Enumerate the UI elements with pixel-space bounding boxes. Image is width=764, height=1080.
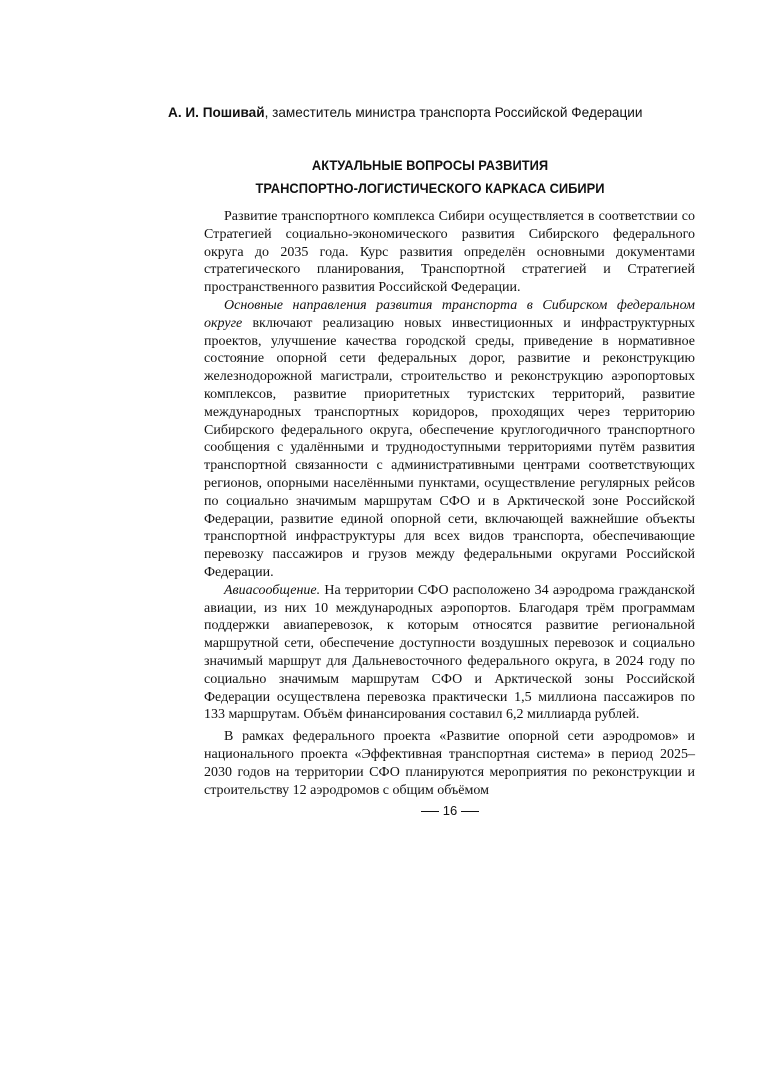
page-number-value: 16 [442,803,458,818]
paragraph-3-text: На территории СФО расположено 34 аэродрома гражданской авиации, из них 10 международных аэропортов. Благодаря трём программам поддержки авиаперевозок, к которым относятся развитие региональной маршрутной сети, обеспечение доступности воздушных перевозок и социально значимый маршрут для Дальневосточного федерального округа, в 2024 году по социально значимым маршрутам СФО и Арктической зоны Российской Федерации осуществлена перевозка практически 1,5 миллиона пассажиров по 133 маршрутам. Объём финансирования составил 6,2 миллиарда рублей. [204,582,695,723]
paragraph-2 [204,297,695,582]
article-body [204,208,695,799]
article-title-line-2: ТРАНСПОРТНО-ЛОГИСТИЧЕСКОГО КАРКАСА СИБИРИ [255,180,605,196]
page-number-right-dash [461,811,479,812]
paragraph-2-text: включают реализацию новых инвестиционных и инфраструктурных проектов, улучшение качества городской среды, приведение в нормативное состояние опорной сети федеральных дорог, развитие и реконструкцию железнодорожной магистрали, строительство и реконструкцию аэропортовых комплексов, развитие приоритетных туристских территорий, развитие международных транспортных коридоров, проходящих через территорию Сибирского федерального округа, обеспечение круглогодичного транспортного сообщения с удалёнными и труднодоступными территориями путём развития транспортной связанности с административными центрами соответствующих регионов, опорными населёнными пунктами, осуществление регулярных рейсов по социально значимым маршрутам СФО и в Арктической зоне Российской Федерации, развитие единой опорной сети, включающей важнейшие объекты транспортной инфраструктуры для всех видов транспорта, обеспечивающие перевозку пассажиров и грузов между федеральными округами Российской Федерации. [204,315,695,580]
author-position: , заместитель министра транспорта Российской Федерации [264,105,643,120]
author-name: А. И. Пошивай [168,105,265,120]
author-line [168,103,688,123]
article-title-line-1: АКТУАЛЬНЫЕ ВОПРОСЫ РАЗВИТИЯ [311,157,549,173]
paragraph-1: Развитие транспортного комплекса Сибири осуществляется в соответствии со Стратегией социально-экономического развития Сибирского федерального округа до 2035 года. Курс развития определён основными документами стратегического планирования, Транспортной стратегией и Стратегией пространственного развития Российской Федерации. [204,209,695,296]
paragraph-3-italic-lead: Авиасообщение. [224,582,321,598]
paragraph-3 [204,582,695,724]
paragraph-2-italic-lead: Основные направления развития транспорта в Сибирском федеральном округе [204,297,695,331]
page-number [410,803,490,818]
page-number-left-dash [421,811,439,812]
paragraph-4: В рамках федерального проекта «Развитие опорной сети аэродромов» и национального проекта «Эффективная транспортная система» в период 2025–2030 годов на территории СФО планируются мероприятия по реконструкции и строительству 12 аэродромов с общим объёмом [204,729,695,798]
